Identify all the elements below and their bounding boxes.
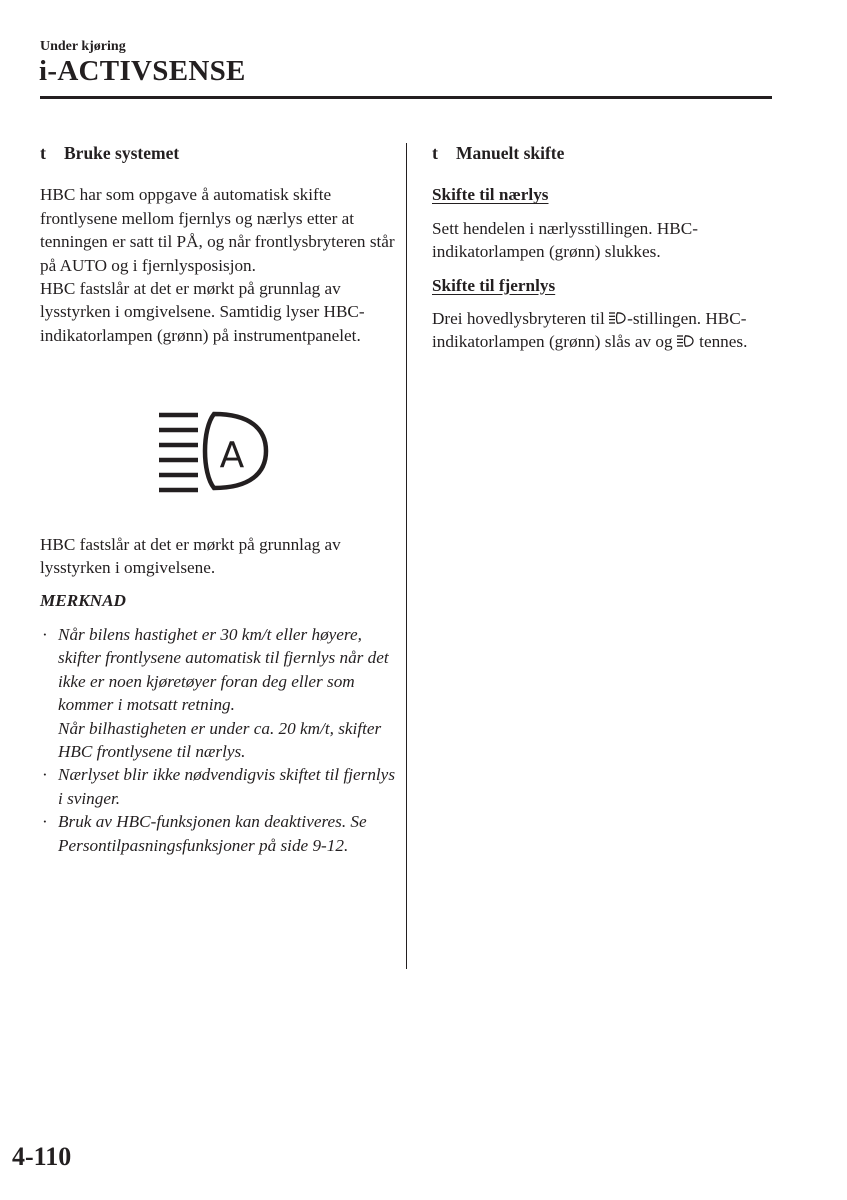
left-heading-text: Bruke systemet [64,143,180,163]
paragraph: Sett hendelen i nærlysstillingen. HBC-indikatorlampen (grønn) slukkes. [432,218,698,262]
hbc-auto-headlight-icon [158,409,270,493]
title-rule [40,96,772,99]
high-beam-icon [609,312,626,324]
subheading-high-beam: Skifte til fjernlys [432,275,556,295]
subheading-low-beam: Skifte til nærlys [432,185,549,205]
page-title: i-ACTIVSENSE [39,55,246,87]
paragraph: Drei hovedlysbryteren til -stillingen. HBC-indikatorlampen (grønn) slås av og tennes. [432,309,748,352]
note-item [40,810,395,857]
right-column [432,142,777,364]
note-item [40,623,395,763]
right-heading [432,142,777,165]
paragraph: HBC fastslår at det er mørkt på grunnlag av lysstyrken i omgivelsene. Samtidig lyser HBC-indikatorlampen (grønn) på instrumentpanelet. [40,279,365,345]
section-bullet-icon: t [432,143,438,163]
left-column [40,142,395,857]
section-label: Under kjøring [40,39,126,54]
note-title: MERKNAD [40,591,126,611]
note-text-extra: Når bilhastigheten er under ca. 20 km/t, skifter HBC frontlysene til nærlys. [58,718,382,761]
lamp-letter: A [219,435,245,477]
note-text: Nærlyset blir ikke nødvendigvis skiftet til fjernlys i svinger. [58,765,396,808]
note-text: Bruk av HBC-funksjonen kan deaktiveres. Se Persontilpasningsfunksjoner på side 9-12. [58,812,367,855]
left-heading [40,142,395,165]
note-item [40,763,395,810]
note-text: Når bilens hastighet er 30 km/t eller høyere, skifter frontlysene automatisk til fjernlys når det ikke er noen kjøretøyer foran deg eller som kommer i motsatt retning. [58,624,389,715]
column-divider [406,143,407,969]
paragraph: HBC har som oppgave å automatisk skifte frontlysene mellom fjernlys og nærlys etter at tenningen er satt til PÅ, og når frontlysbryteren står på AUTO og i fjernlysposisjon. [40,185,395,275]
note-bullet: · [42,765,48,785]
page-number: 4-110 [12,1142,72,1171]
section-bullet-icon: t [40,143,46,163]
note-bullet: · [42,624,48,644]
high-beam-icon [677,335,694,347]
note-list [40,623,395,857]
paragraph: HBC fastslår at det er mørkt på grunnlag av lysstyrken i omgivelsene. [40,534,341,578]
note-bullet: · [42,812,48,832]
right-heading-text: Manuelt skifte [456,143,565,163]
